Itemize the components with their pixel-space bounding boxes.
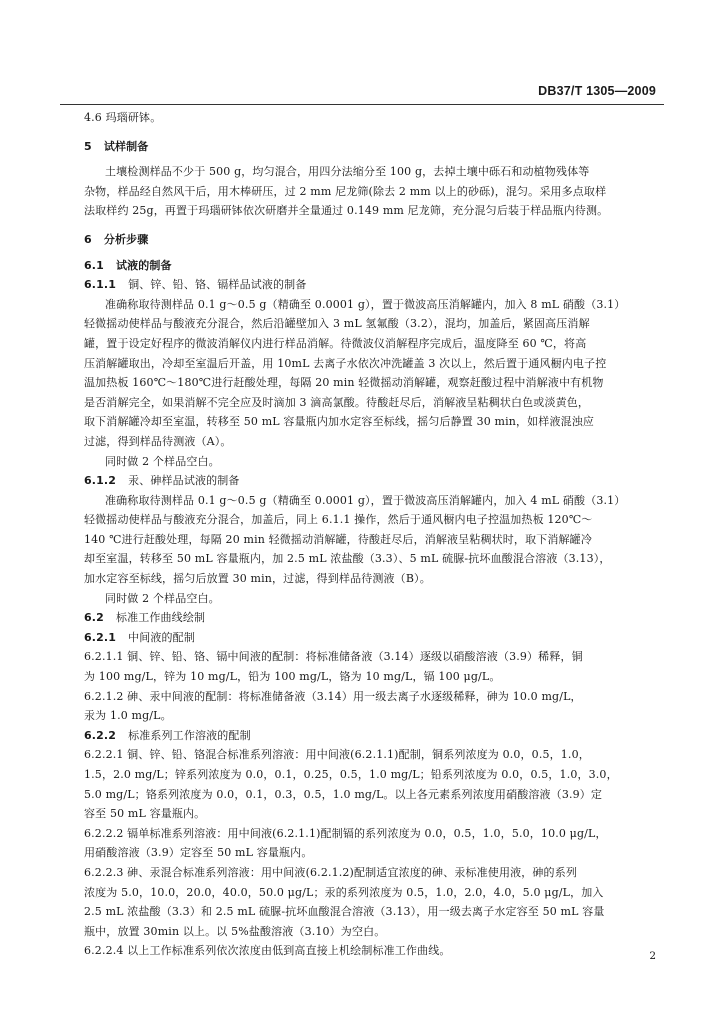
section-number: 5 bbox=[84, 139, 92, 153]
section-6-2-2-2 bbox=[84, 824, 656, 863]
paragraph-line: 6.2.1.2 砷、汞中间液的配制：将标准储备液（3.14）用一级去离子水逐级稀释，砷为 10.0 mg/L， bbox=[84, 689, 582, 703]
section-title: 标准工作曲线绘制 bbox=[115, 611, 206, 625]
paragraph-line: 杂物，样品经自然风干后，用木棒研压，过 2 mm 尼龙筛(除去 2 mm 以上的砂砾)，混匀。采用多点取样 bbox=[84, 184, 607, 198]
paragraph-line: 6.2.2.2 镉单标准系列溶液：用中间液(6.2.1.1)配制镉的系列浓度为 0.0，0.5，1.0，5.0，10.0 μg/L， bbox=[84, 826, 607, 840]
paragraph-line: 5.0 mg/L；铬系列浓度为 0.0，0.1，0.3，0.5，1.0 mg/L。以上各元素系列浓度用硝酸溶液（3.9）定 bbox=[84, 787, 603, 801]
section-title: 汞、砷样品试液的制备 bbox=[128, 474, 240, 488]
section-number: 6.2.1 bbox=[84, 630, 117, 644]
paragraph-line: 140 ℃进行赶酸处理，每隔 20 min 轻微摇动消解罐，待酸赶尽后，消解液呈粘稠状时，取下消解罐冷 bbox=[84, 532, 592, 546]
paragraph-line: 瓶中，放置 30min 以上。以 5%盐酸溶液（3.10）为空白。 bbox=[84, 924, 386, 938]
paragraph-line: 同时做 2 个样品空白。 bbox=[105, 454, 220, 468]
section-title: 铜、锌、铅、铬、镉样品试液的制备 bbox=[128, 278, 307, 292]
section-5-heading bbox=[84, 137, 656, 157]
section-6-1-2-heading bbox=[84, 471, 656, 491]
section-6-1-2-paragraph bbox=[84, 491, 656, 609]
section-number: 6.1 bbox=[84, 258, 104, 272]
section-6-2-1-1 bbox=[84, 647, 656, 686]
section-6-heading bbox=[84, 230, 656, 250]
paragraph-line: 准确称取待测样品 0.1 g～0.5 g（精确至 0.0001 g），置于微波高压消解罐内，加入 4 mL 硝酸（3.1） bbox=[105, 493, 626, 507]
paragraph-line: 加水定容至标线，摇匀后放置 30 min，过滤，得到样品待测液（B）。 bbox=[84, 572, 431, 586]
paragraph-line: 是否消解完全，如果消解不完全应及时滴加 3 滴高氯酸。待酸赶尽后，消解液呈粘稠状白色或淡黄色， bbox=[84, 395, 590, 409]
paragraph-line: 6.2.2.3 砷、汞混合标准系列溶液：用中间液(6.2.1.2)配制适宜浓度的砷、汞标准使用液，砷的系列 bbox=[84, 865, 577, 879]
section-6-2-2-4: 6.2.2.4 以上工作标准系列依次浓度由低到高直接上机绘制标准工作曲线。 bbox=[84, 944, 451, 958]
document-body bbox=[84, 108, 656, 961]
section-6-1-1-heading bbox=[84, 275, 656, 295]
paragraph-line: 6.2.2.1 铜、锌、铅、铬混合标准系列溶液：用中间液(6.2.1.1)配制，铜系列浓度为 0.0，0.5，1.0， bbox=[84, 748, 590, 762]
section-number: 6.1.1 bbox=[84, 278, 117, 292]
paragraph-line: 压消解罐取出，冷却至室温后开盖，用 10mL 去离子水依次冲洗罐盖 3 次以上，然后置于通风橱内电子控 bbox=[84, 356, 607, 370]
section-6-2-2-3 bbox=[84, 863, 656, 941]
paragraph-line: 用硝酸溶液（3.9）定容至 50 mL 容量瓶内。 bbox=[84, 846, 313, 860]
section-title: 试液的制备 bbox=[115, 258, 172, 272]
section-6-1-heading bbox=[84, 256, 656, 276]
paragraph-line: 汞为 1.0 mg/L。 bbox=[84, 709, 172, 723]
section-6-2-heading bbox=[84, 608, 656, 628]
page-number: 2 bbox=[649, 950, 656, 962]
paragraph-line: 法取样约 25g，再置于玛瑙研钵依次研磨并全量通过 0.149 mm 尼龙筛，充分混匀后装于样品瓶内待测。 bbox=[84, 204, 609, 218]
paragraph-line: 轻微摇动使样品与酸液充分混合，然后沿罐壁加入 3 mL 氢氟酸（3.2），混均，加盖后，紧固高压消解 bbox=[84, 317, 590, 331]
paragraph-line: 6.2.1.1 铜、锌、铅、铬、镉中间液的配制：将标准储备液（3.14）逐级以硝酸溶液（3.9）稀释，铜 bbox=[84, 650, 583, 664]
section-6-2-1-2 bbox=[84, 687, 656, 726]
clause-4-6: 4.6 玛瑙研钵。 bbox=[84, 111, 162, 124]
document-code: DB37/T 1305—2009 bbox=[538, 84, 656, 98]
section-title: 分析步骤 bbox=[103, 232, 149, 246]
paragraph-line: 2.5 mL 浓盐酸（3.3）和 2.5 mL 硫脲-抗坏血酸混合溶液（3.13），用一级去离子水定容至 50 mL 容量 bbox=[84, 905, 605, 919]
section-title: 中间液的配制 bbox=[128, 630, 195, 644]
header-divider bbox=[60, 104, 664, 105]
paragraph-line: 准确称取待测样品 0.1 g～0.5 g（精确至 0.0001 g），置于微波高压消解罐内，加入 8 mL 硝酸（3.1） bbox=[105, 297, 626, 311]
paragraph-line: 容至 50 mL 容量瓶内。 bbox=[84, 807, 206, 821]
paragraph-line: 为 100 mg/L，锌为 10 mg/L，铅为 100 mg/L，铬为 10 mg/L，镉 100 μg/L。 bbox=[84, 670, 501, 684]
paragraph-line: 同时做 2 个样品空白。 bbox=[105, 591, 220, 605]
section-title: 标准系列工作溶液的配制 bbox=[128, 728, 251, 742]
paragraph-line: 过滤，得到样品待测液（A）。 bbox=[84, 434, 232, 448]
paragraph-line: 取下消解罐冷却至室温，转移至 50 mL 容量瓶内加水定容至标线，摇匀后静置 30 min，如样液混浊应 bbox=[84, 415, 595, 429]
paragraph-line: 土壤检测样品不少于 500 g，均匀混合，用四分法缩分至 100 g，去掉土壤中砾石和动植物残体等 bbox=[105, 165, 590, 179]
paragraph-line: 却至室温，转移至 50 mL 容量瓶内，加 2.5 mL 浓盐酸（3.3）、5 mL 硫脲-抗坏血酸混合溶液（3.13）， bbox=[84, 552, 611, 566]
section-6-2-1-heading bbox=[84, 628, 656, 648]
section-6-1-1-paragraph bbox=[84, 295, 656, 471]
section-5-paragraph bbox=[84, 162, 656, 221]
section-6-2-2-1 bbox=[84, 745, 656, 823]
paragraph-line: 罐，置于设定好程序的微波消解仪内进行样品消解。待微波仪消解程序完成后，温度降至 60 ℃，将高 bbox=[84, 336, 587, 350]
section-6-2-2-heading bbox=[84, 726, 656, 746]
paragraph-line: 浓度为 5.0，10.0，20.0，40.0，50.0 μg/L；汞的系列浓度为 0.5，1.0，2.0，4.0，5.0 μg/L，加入 bbox=[84, 885, 604, 899]
section-number: 6.1.2 bbox=[84, 474, 117, 488]
section-title: 试样制备 bbox=[103, 139, 149, 153]
section-number: 6 bbox=[84, 232, 92, 246]
paragraph-line: 轻微摇动使样品与酸液充分混合，加盖后，同上 6.1.1 操作，然后于通风橱内电子控温加热板 120℃～ bbox=[84, 513, 593, 527]
section-number: 6.2 bbox=[84, 611, 104, 625]
section-number: 6.2.2 bbox=[84, 728, 117, 742]
paragraph-line: 1.5，2.0 mg/L；锌系列浓度为 0.0，0.1，0.25，0.5，1.0 mg/L；铅系列浓度为 0.0，0.5，1.0，3.0， bbox=[84, 768, 618, 781]
paragraph-line: 温加热板 160℃～180℃进行赶酸处理，每隔 20 min 轻微摇动消解罐，观察赶酸过程中消解液中有机物 bbox=[84, 376, 604, 390]
